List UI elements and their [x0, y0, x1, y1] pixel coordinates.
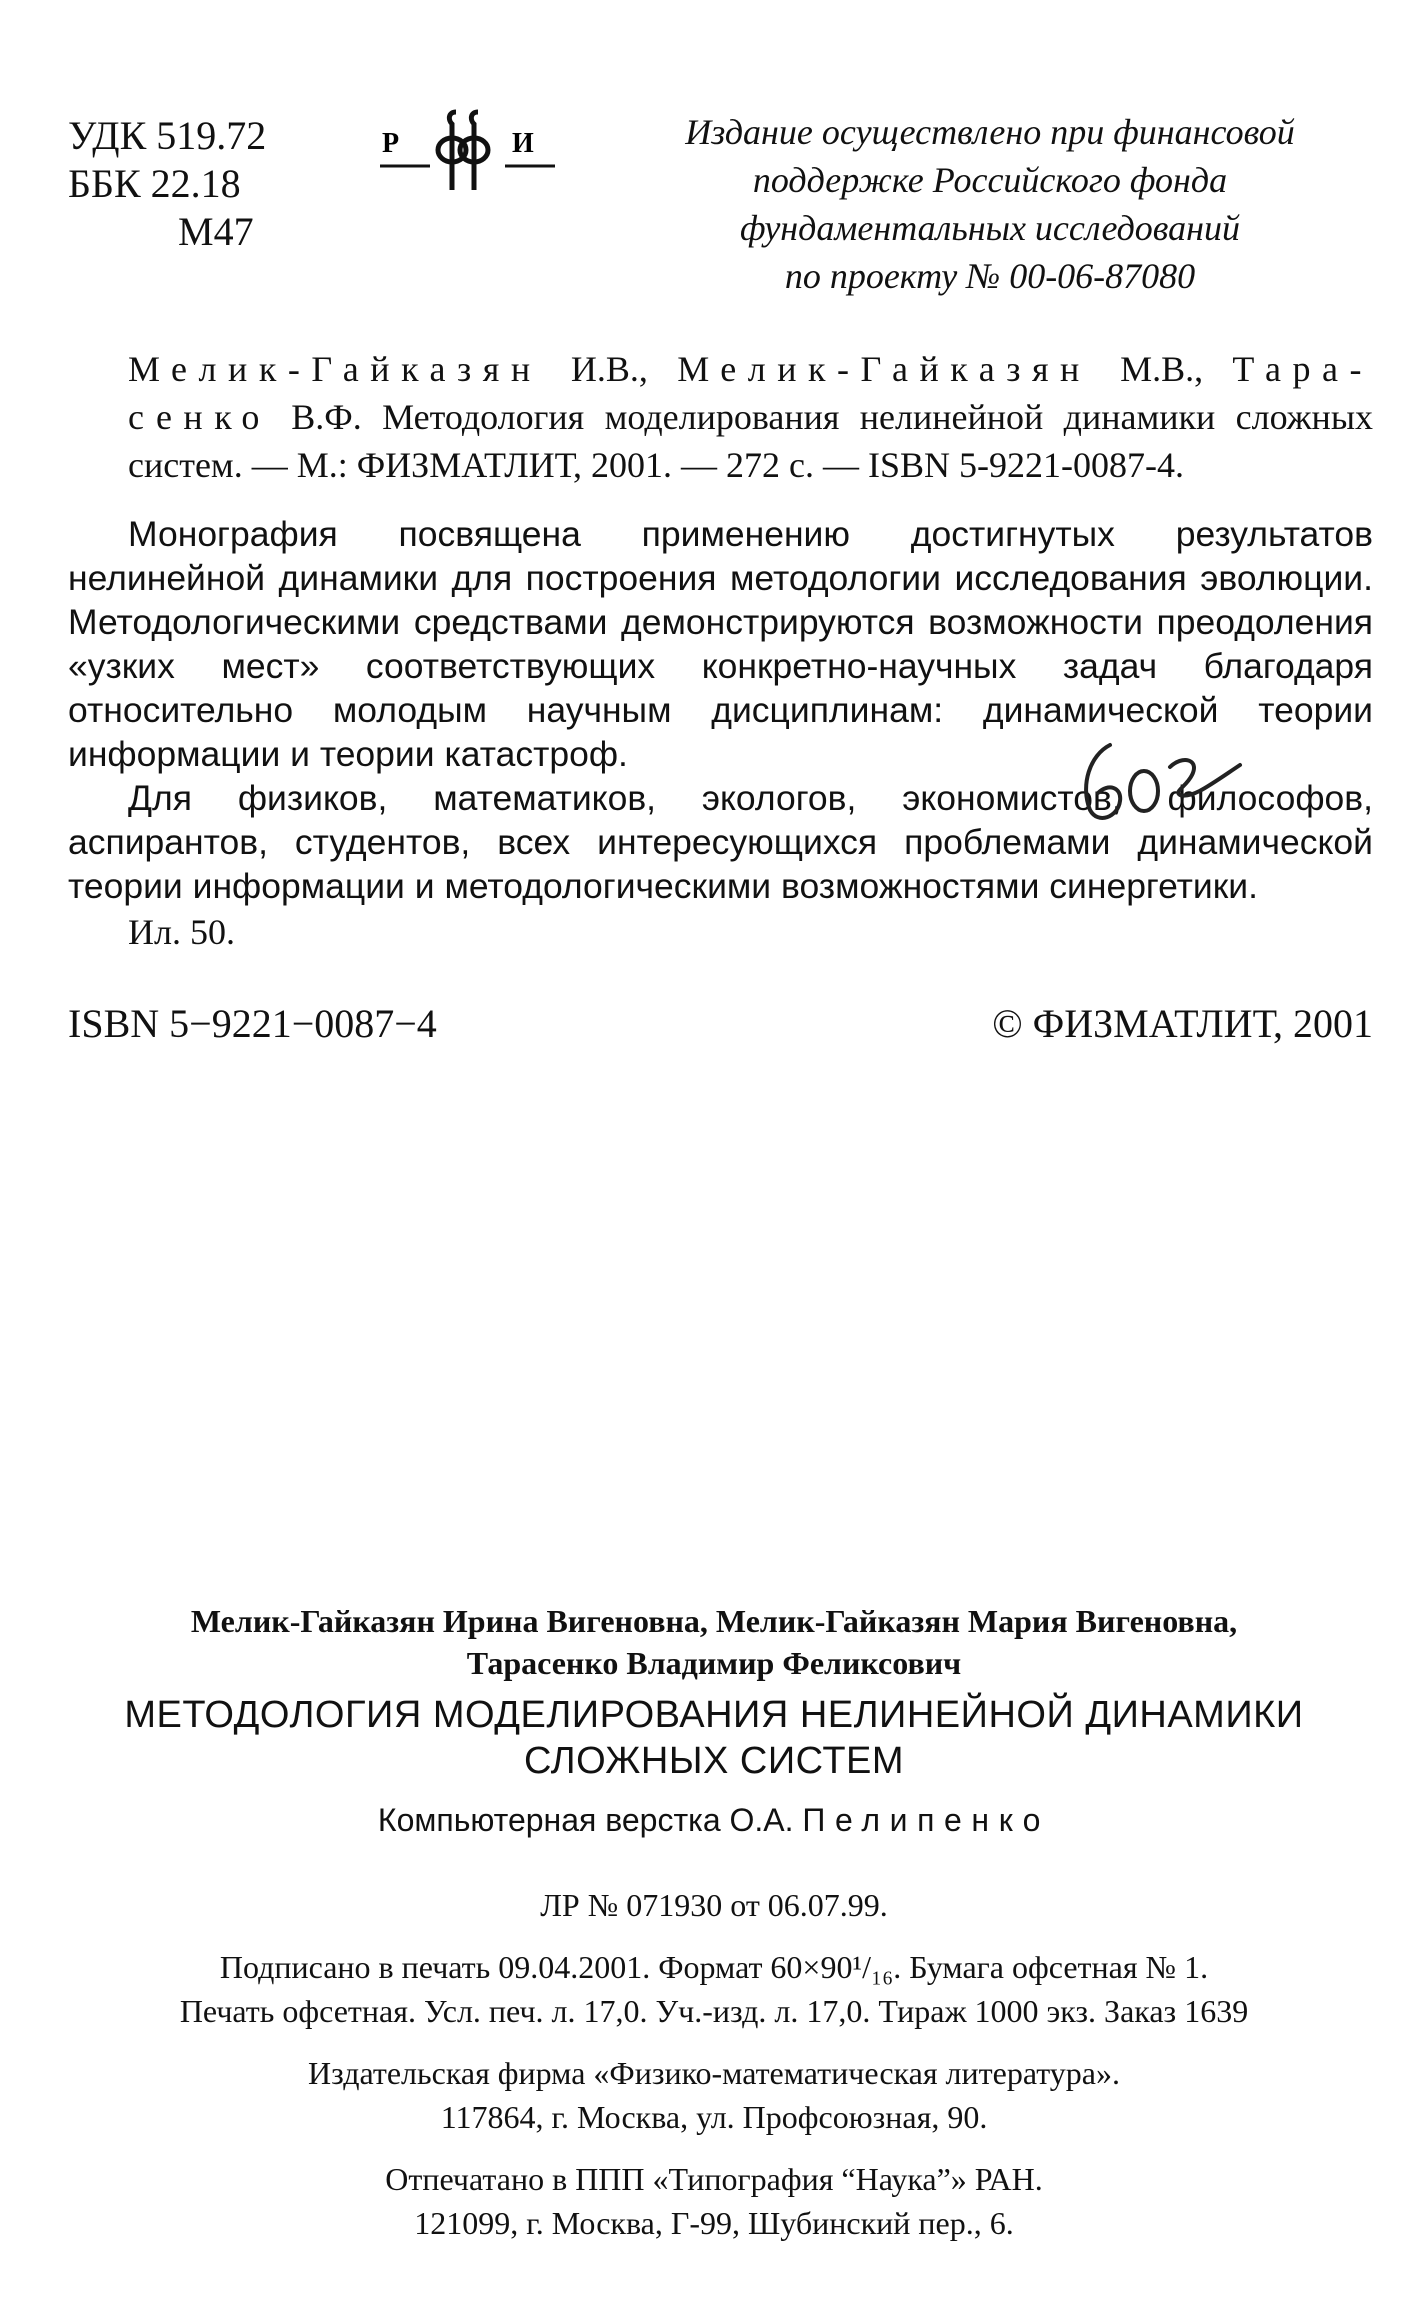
authors-full-names	[80, 1600, 1348, 1684]
authors-line: Тарасенко Владимир Феликсович	[466, 1645, 962, 1681]
sponsor-line: по проекту № 00-06-87080	[784, 256, 1196, 296]
title-line: МЕТОДОЛОГИЯ МОДЕЛИРОВАНИЯ НЕЛИНЕЙНОЙ ДИНАМИКИ	[124, 1694, 1304, 1736]
author-initials: М.В.,	[1120, 349, 1204, 389]
authors-line: Мелик-Гайказян Ирина Вигеновна, Мелик-Гайказян Мария Вигеновна,	[190, 1603, 1238, 1639]
logo-left-letter: Р	[382, 128, 400, 159]
bbk-code: ББК 22.18	[68, 161, 241, 206]
biblio-description: В.Ф. Методология моделирования нелинейной динамики сложных систем. — М.: ФИЗМАТЛИТ, 2001. — 272 с. — ISBN 5-9221-0087-4.	[128, 397, 1374, 485]
audience-paragraph: Для физиков, математиков, экологов, экономистов, философов, аспирантов, студентов, всех интересующихся проблемами динамической теории информации и методологическими возможностями синергетики.	[68, 778, 1373, 906]
rffi-logo	[380, 108, 555, 194]
sponsor-line: поддержке Российского фонда	[752, 160, 1228, 200]
print-details	[80, 1945, 1348, 2033]
isbn-copyright-row	[68, 1000, 1373, 1047]
udk-code: УДК 519.72	[68, 113, 267, 158]
author-mark: М47	[178, 209, 254, 254]
author-surname: сенко	[128, 397, 271, 437]
author-surname: Тара-	[1232, 349, 1374, 389]
book-title	[80, 1692, 1348, 1784]
layout-credit	[80, 1802, 1348, 1839]
illustrations-count: Ил. 50.	[128, 912, 235, 952]
layout-label: Компьютерная верстка О.А.	[377, 1802, 794, 1838]
license-number: ЛР № 071930 от 06.07.99.	[540, 1887, 888, 1923]
sponsor-line: Издание осуществлено при финансовой	[685, 112, 1295, 152]
publisher-info	[80, 2051, 1348, 2139]
layout-name: Пелипенко	[802, 1802, 1051, 1838]
printer-line: Отпечатано в ППП «Типография “Наука”» РАН.	[385, 2161, 1043, 2197]
isbn: ISBN 5−9221−0087−4	[68, 1001, 437, 1046]
imprint	[80, 1600, 1348, 2245]
copyright: © ФИЗМАТЛИТ, 2001	[992, 1001, 1373, 1046]
logo-center-mark	[438, 112, 488, 190]
bibliographic-record	[128, 345, 1373, 489]
title-line: СЛОЖНЫХ СИСТЕМ	[523, 1740, 905, 1782]
print-details-line: Печать офсетная. Усл. печ. л. 17,0. Уч.-изд. л. 17,0. Тираж 1000 экз. Заказ 1639	[179, 1993, 1249, 2029]
sponsor-note	[600, 108, 1380, 300]
author-initials: И.В.,	[570, 349, 648, 389]
publisher-line: 117864, г. Москва, ул. Профсоюзная, 90.	[440, 2099, 988, 2135]
handwritten-note	[1070, 725, 1270, 835]
printer-info	[80, 2157, 1348, 2245]
printer-line: 121099, г. Москва, Г-99, Шубинский пер., 6.	[414, 2205, 1014, 2241]
publisher-line: Издательская фирма «Физико-математическая литература».	[308, 2055, 1120, 2091]
classification-codes	[68, 112, 266, 256]
sponsor-line: фундаментальных исследований	[739, 208, 1241, 248]
author-surname: Мелик-Гайказян	[128, 349, 542, 389]
logo-right-letter: И	[512, 128, 534, 159]
author-surname: Мелик-Гайказян	[677, 349, 1091, 389]
print-details-line: Подписано в печать 09.04.2001. Формат 60×90¹/₁₆. Бумага офсетная № 1.	[219, 1949, 1209, 1985]
abstract-paragraph: Монография посвящена применению достигнутых результатов нелинейной динамики для построения методологии исследования эволюции. Методологическими средствами демонстрируются возможности преодоления «узких мест» соответствующих конкретно-научных задач благодаря относительно молодым научным дисциплинам: динамической теории информации и теории катастроф.	[68, 514, 1373, 774]
